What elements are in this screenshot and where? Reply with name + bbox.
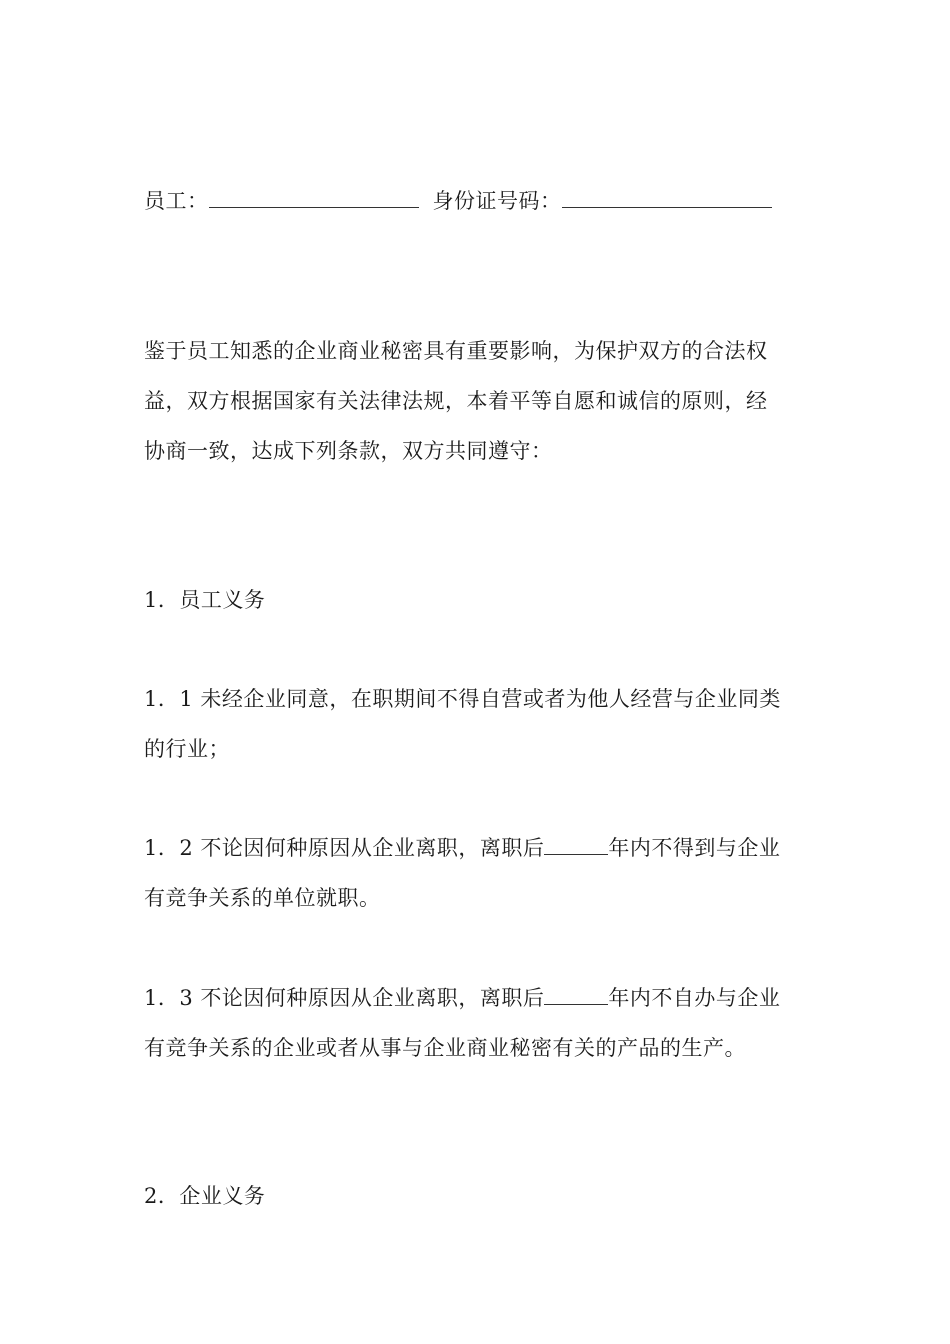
clause-1-3-text-after: 年内不自办与企业 — [608, 986, 781, 1010]
clause-1-3-years-blank[interactable] — [544, 986, 608, 1005]
clause-1-2-years-blank[interactable] — [544, 836, 608, 855]
clause-1-2-line-1 — [144, 833, 780, 863]
clause-1-2-text-before: 1．2 不论因何种原因从企业离职，离职后 — [144, 836, 545, 860]
section-1-title: 1．员工义务 — [144, 588, 266, 612]
clause-1-3-text-before: 1．3 不论因何种原因从企业离职，离职后 — [144, 986, 545, 1010]
clause-1-3-line-1 — [144, 983, 780, 1013]
clause-1-1-line-2: 的行业； — [144, 737, 230, 761]
preamble-line-3: 协商一致，达成下列条款，双方共同遵守： — [144, 439, 553, 463]
id-number-blank[interactable] — [562, 189, 772, 208]
clause-1-2-text-after: 年内不得到与企业 — [608, 836, 781, 860]
clause-1-3-line-2: 有竞争关系的企业或者从事与企业商业秘密有关的产品的生产。 — [144, 1036, 746, 1060]
employee-label: 员工： — [144, 189, 209, 213]
section-2-title: 2．企业义务 — [144, 1184, 266, 1208]
clause-1-1-line-1: 1．1 未经企业同意，在职期间不得自营或者为他人经营与企业同类 — [144, 687, 781, 711]
preamble-line-2: 益，双方根据国家有关法律法规，本着平等自愿和诚信的原则，经 — [144, 389, 768, 413]
preamble-line-1: 鉴于员工知悉的企业商业秘密具有重要影响，为保护双方的合法权 — [144, 339, 768, 363]
signature-line — [144, 186, 772, 216]
id-number-label: 身份证号码： — [432, 189, 562, 213]
clause-1-2-line-2: 有竞争关系的单位就职。 — [144, 886, 381, 910]
employee-name-blank[interactable] — [209, 189, 419, 208]
